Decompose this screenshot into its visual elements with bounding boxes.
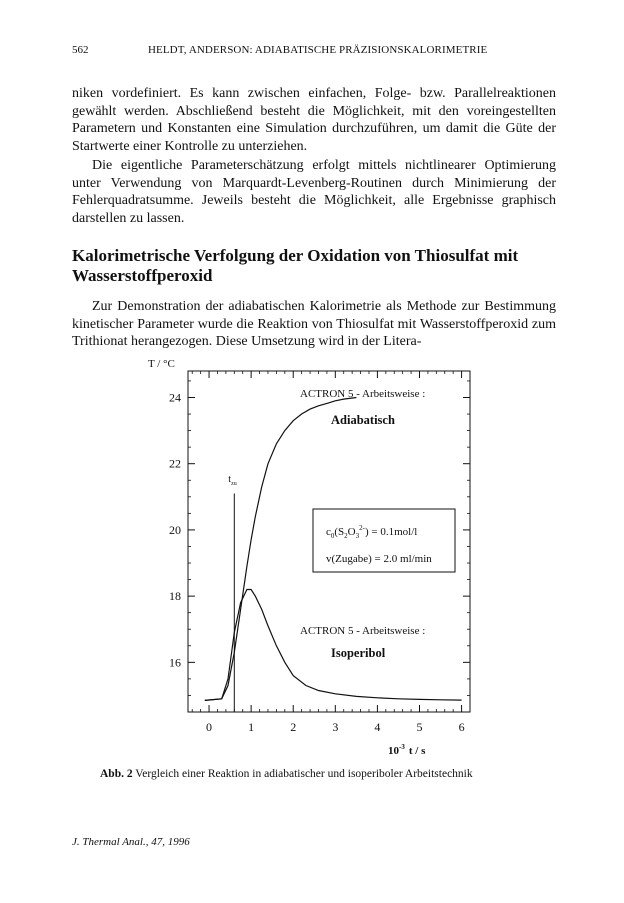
caption-label: Abb. 2 (100, 768, 133, 780)
annotation-adiabatic-name: Adiabatisch (331, 413, 395, 427)
concentration-label: $c_0(S_2O_3^{2-}) = 0.1mol/l$ (326, 524, 418, 540)
x-tick-label: 6 (458, 720, 465, 734)
dosing-label: v(Zugabe) = 2.0 ml/min (326, 553, 432, 565)
annotation-isoperibol-name: Isoperibol (331, 646, 386, 660)
annotation-isoperibol-mode: ACTRON 5 - Arbeitsweise : (300, 625, 426, 637)
y-tick-label: 20 (169, 522, 181, 537)
y-tick-label: 18 (169, 589, 181, 604)
figure-chart (0, 355, 624, 760)
y-tick-label: 16 (169, 655, 181, 670)
marker-label: $t_{zu}$ (228, 473, 237, 487)
x-tick-label: 5 (416, 720, 423, 734)
x-tick-label: 2 (290, 720, 297, 734)
x-tick-label: 1 (248, 720, 255, 734)
x-tick-label: 4 (374, 720, 381, 734)
paragraph-2: Die eigentliche Parameterschätzung erfolgt mittels nichtlinearer Optimierung unter Verwendung von Marquardt-Levenberg-Routinen durch Minimierung der Fehlerquadratsumme. Jeweils besteht die Möglichkeit, alle Ergebnisse graphisch darstellen zu lassen. (72, 158, 556, 226)
page-number: 562 (72, 44, 89, 56)
y-axis-label: T / °C (148, 358, 175, 370)
running-head: HELDT, ANDERSON: ADIABATISCHE PRÄZISIONSKALORIMETRIE (148, 44, 488, 56)
x-axis-label: $10^{-3}$ t / s (388, 743, 426, 757)
x-tick-label: 3 (332, 720, 339, 734)
y-tick-label: 22 (169, 456, 181, 471)
y-tick-label: 24 (169, 390, 181, 405)
paragraph-1: niken vordefiniert. Es kann zwischen einfachen, Folge- bzw. Parallelreaktionen gewählt werden. Abschließend besteht die Möglichkeit, mit den voreingestellten Parametern und Konstanten eine Simulation durchzuführen, um damit die Güte der Startwerte einer Kontrolle zu unterziehen. (72, 86, 556, 154)
caption-text: Vergleich einer Reaktion in adiabatischer und isoperiboler Arbeitstechnik (135, 768, 473, 780)
paragraph-3: Zur Demonstration der adiabatischen Kalorimetrie als Methode zur Bestimmung kinetischer Parameter wurde die Reaktion von Thiosulfat mit Wasserstoffperoxid zum Trithionat herangezogen. Diese Umsetzung wird in der Litera- (72, 299, 556, 349)
figure-caption (100, 768, 473, 780)
series-line-isoperibol (205, 590, 462, 701)
journal-footer: J. Thermal Anal., 47, 1996 (72, 836, 190, 848)
annotation-adiabatic-mode: ACTRON 5 - Arbeitsweise : (300, 388, 426, 400)
x-tick-label: 0 (206, 720, 213, 734)
section-title: Kalorimetrische Verfolgung der Oxidation von Thiosulfat mit Wasserstoffperoxid (72, 246, 519, 285)
